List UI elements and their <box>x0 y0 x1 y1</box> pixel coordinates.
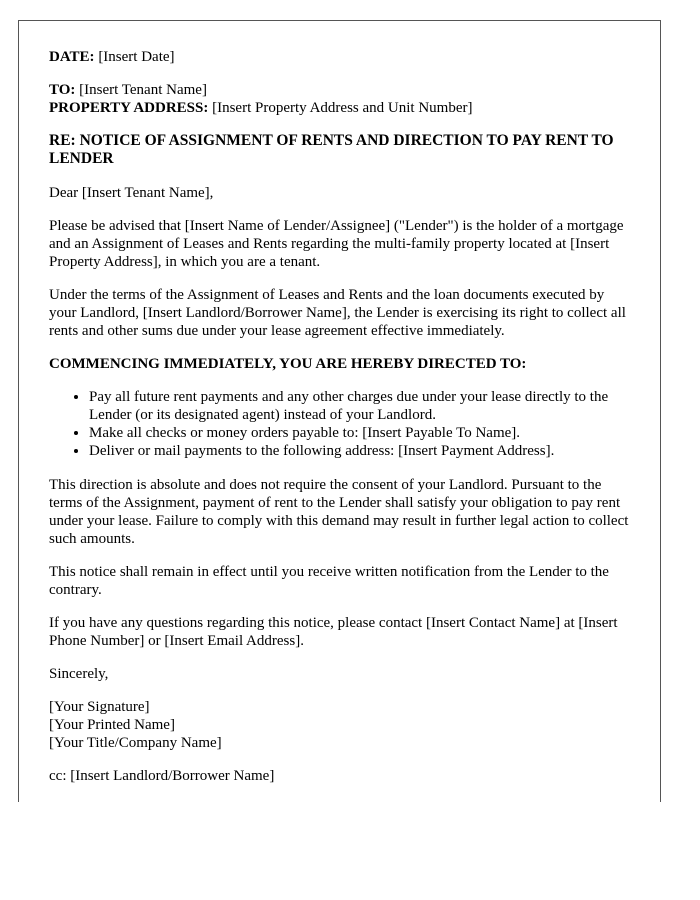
list-item: • Deliver or mail payments to the following address: [Insert Payment Address]. <box>89 442 630 460</box>
list-item: • Make all checks or money orders payable to: [Insert Payable To Name]. <box>89 424 630 442</box>
to-line <box>49 81 630 99</box>
signoff: Sincerely, <box>49 666 109 682</box>
date-line <box>49 48 630 66</box>
signature-line: [Your Signature] <box>49 699 150 715</box>
salutation: Dear [Insert Tenant Name], <box>49 185 214 201</box>
signature-block <box>49 698 630 752</box>
property-address-value: [Insert Property Address and Unit Number] <box>212 100 473 116</box>
subject-line: RE: NOTICE OF ASSIGNMENT OF RENTS AND DIRECTION TO PAY RENT TO LENDER <box>49 132 614 167</box>
list-item: • Pay all future rent payments and any other charges due under your lease directly to the Lender (or its designated agent) instead of your Landlord. <box>89 388 630 424</box>
property-address-line <box>49 99 630 117</box>
date-value: [Insert Date] <box>98 49 175 65</box>
to-value: [Insert Tenant Name] <box>79 82 207 98</box>
title-line: [Your Title/Company Name] <box>49 735 222 751</box>
letter-page <box>18 20 661 802</box>
printed-name-line: [Your Printed Name] <box>49 717 175 733</box>
terms-paragraph: Under the terms of the Assignment of Leases and Rents and the loan documents executed by your Landlord, [Insert Landlord/Borrower Name], the Lender is exercising its right to collect all rents and other sums due under your lease agreement effective immediately. <box>49 287 626 339</box>
questions-paragraph: If you have any questions regarding this notice, please contact [Insert Contact Name] at [Insert Phone Number] or [Insert Email Address]. <box>49 615 618 649</box>
property-address-label: PROPERTY ADDRESS: <box>49 100 209 116</box>
date-label: DATE: <box>49 49 95 65</box>
directive-heading: COMMENCING IMMEDIATELY, YOU ARE HEREBY DIRECTED TO: <box>49 356 527 372</box>
effect-paragraph: This notice shall remain in effect until you receive written notification from the Lender to the contrary. <box>49 564 609 598</box>
intro-paragraph: Please be advised that [Insert Name of Lender/Assignee] ("Lender") is the holder of a mortgage and an Assignment of Leases and Rents regarding the multi-family property located at [Insert Property Address], in which you are a tenant. <box>49 218 624 270</box>
absolute-direction-paragraph: This direction is absolute and does not require the consent of your Landlord. Pursuant to the terms of the Assignment, payment of rent to the Lender shall satisfy your obligation to pay rent under your lease. Failure to comply with this demand may result in further legal action to collect such amounts. <box>49 477 629 547</box>
cc-line: cc: [Insert Landlord/Borrower Name] <box>49 768 275 784</box>
to-label: TO: <box>49 82 76 98</box>
recipient-block <box>49 81 630 117</box>
directive-list <box>49 388 630 460</box>
